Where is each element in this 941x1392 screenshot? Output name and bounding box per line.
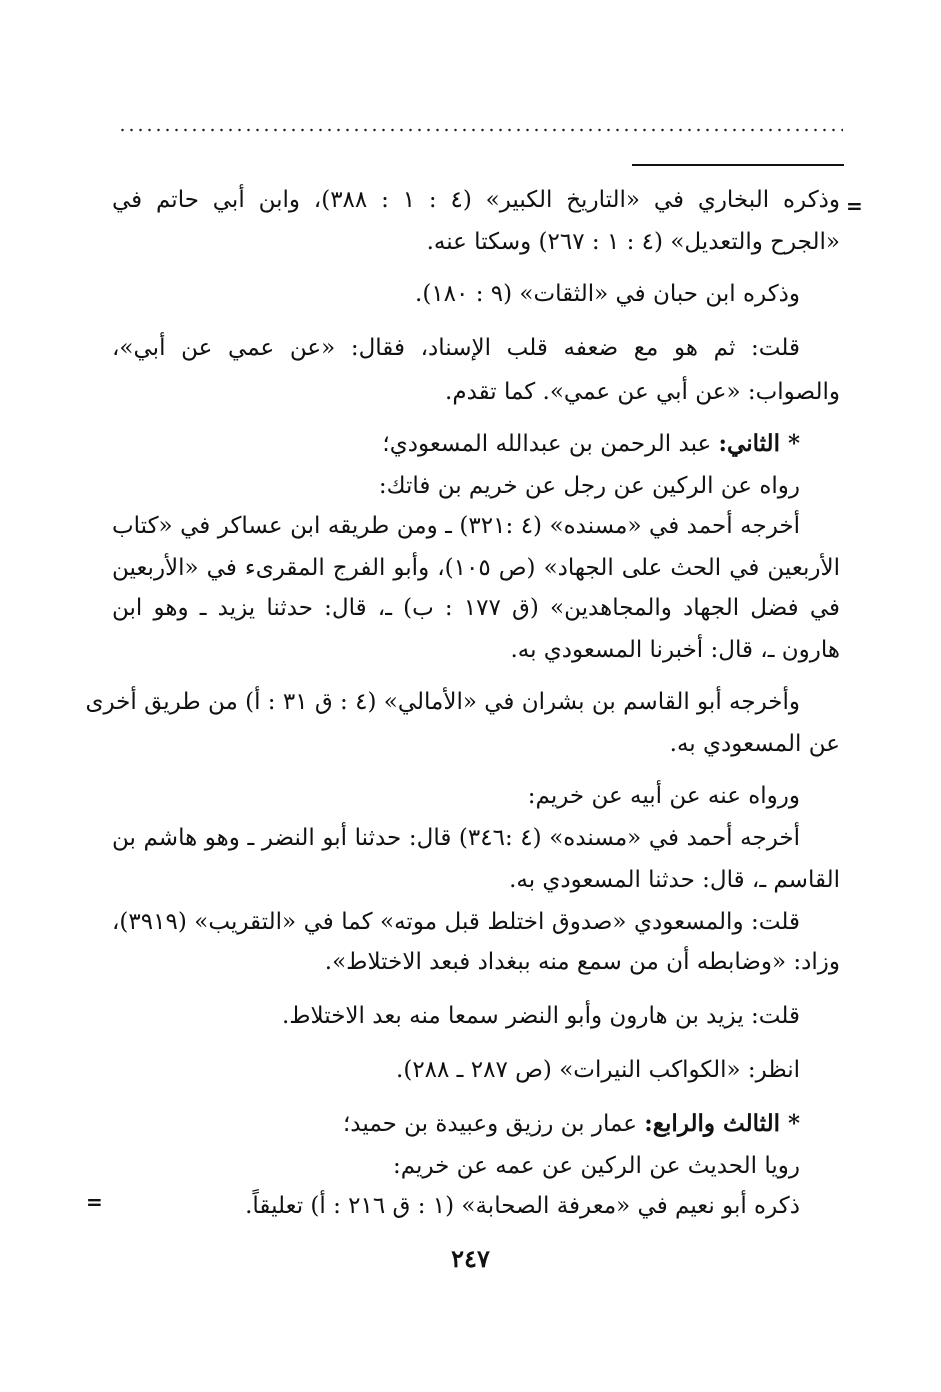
text-line-3: وذكره ابن حبان في «الثقات» (٩ : ١٨٠). (415, 281, 800, 307)
text-line-13: عن المسعودي به. (669, 731, 840, 757)
header-rule (632, 164, 844, 166)
text-line-15: أخرجه أحمد في «مسنده» (٤ :٣٤٦) قال: حدثنا أبو النضر ـ وهو هاشم بن (112, 825, 800, 851)
text-line-9: الأربعين في الحث على الجهاد» (ص ١٠٥)، وأبو الفرج المقرىء في «الأربعين (112, 555, 840, 581)
text-line-10: في فضل الجهاد والمجاهدين» (ق ١٧٧ : ب) ـ، قال: حدثنا يزيد ـ وهو ابن (112, 595, 840, 621)
text-line-16: القاسم ـ، قال: حدثنا المسعودي به. (509, 867, 840, 893)
dotted-separator (118, 128, 843, 132)
text-line-5: والصواب: «عن أبي عن عمي». كما تقدم. (445, 379, 840, 405)
text-line-22: رويا الحديث عن الركين عن عمه عن خريم: (392, 1153, 800, 1179)
text-line-7: رواه عن الركين عن رجل عن خريم بن فاتك: (378, 473, 800, 499)
text-line-21: * الثالث والرابع: عمار بن رزيق وعبيدة بن حميد؛ (343, 1110, 800, 1137)
text-line-4: قلت: ثم هو مع ضعفه قلب الإسناد، فقال: «عن عمي عن أبي»، (112, 335, 800, 361)
text-line-14: ورواه عنه عن أبيه عن خريم: (527, 783, 800, 809)
text-line-20: انظر: «الكواكب النيرات» (ص ٢٨٧ ـ ٢٨٨). (396, 1057, 800, 1083)
margin-mark-bottom: = (86, 1190, 103, 1214)
text-line-17: قلت: والمسعودي «صدوق اختلط قبل موته» كما في «التقريب» (٣٩١٩)، (112, 909, 800, 935)
text-line-23: ذكره أبو نعيم في «معرفة الصحابة» (١ : ق ٢١٦ : أ) تعليقاً. (245, 1193, 800, 1219)
text-line-12: وأخرجه أبو القاسم بن بشران في «الأمالي» (٤ : ق ٣١ : أ) من طريق أخرى (85, 689, 800, 715)
text-line-11: هارون ـ، قال: أخبرنا المسعودي به. (510, 637, 840, 663)
text-line-8: أخرجه أحمد في «مسنده» (٤ :٣٢١) ـ ومن طريقه ابن عساكر في «كتاب (112, 513, 800, 539)
page-number: ٢٤٧ (451, 1244, 490, 1273)
text-line-6: * الثاني: عبد الرحمن بن عبدالله المسعودي؛ (382, 430, 800, 457)
margin-mark-top: = (846, 194, 863, 218)
text-line-19: قلت: يزيد بن هارون وأبو النضر سمعا منه بعد الاختلاط. (281, 1003, 800, 1029)
section-lead-third-fourth: * الثالث والرابع: (644, 1110, 800, 1137)
text-line-1: وذكره البخاري في «التاريخ الكبير» (٤ : ١ : ٣٨٨)، وابن أبي حاتم في (112, 187, 840, 213)
section-lead-second: * الثاني: (718, 430, 800, 457)
text-line-18: وزاد: «وضابطه أن من سمع منه ببغداد فبعد الاختلاط». (324, 949, 840, 975)
text-line-2: «الجرح والتعديل» (٤ : ١ : ٢٦٧) وسكتا عنه. (426, 229, 840, 255)
